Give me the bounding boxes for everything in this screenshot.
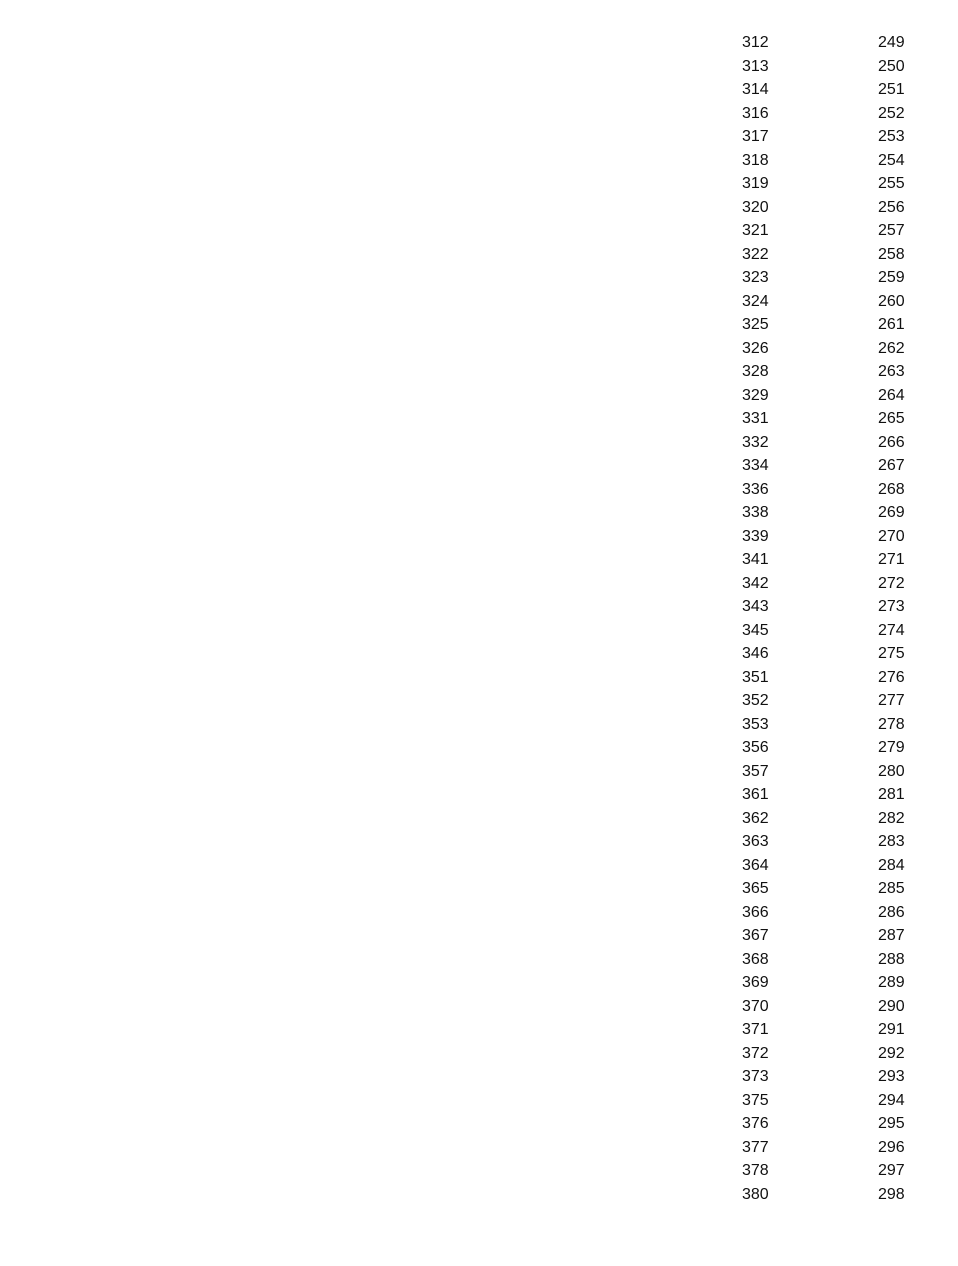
table-row — [700, 196, 930, 220]
cell-col-1: 331 — [742, 410, 769, 427]
cell-col-1: 357 — [742, 762, 769, 780]
cell-col-1: 369 — [742, 974, 769, 991]
cell-col-1: 373 — [742, 1068, 769, 1085]
table-row — [700, 360, 930, 384]
cell-col-2: 277 — [878, 692, 905, 709]
table-row — [700, 55, 930, 79]
cell-col-1: 352 — [742, 692, 769, 709]
cell-col-2: 252 — [878, 104, 905, 122]
cell-col-2: 268 — [878, 480, 905, 498]
table-row — [700, 1089, 930, 1113]
table-row — [700, 924, 930, 948]
cell-col-2: 256 — [878, 198, 905, 216]
cell-col-2: 284 — [878, 856, 905, 874]
cell-col-2: 249 — [878, 34, 905, 51]
cell-col-2: 273 — [878, 598, 905, 615]
cell-col-1: 342 — [742, 574, 769, 592]
table-row — [700, 572, 930, 596]
cell-col-2: 296 — [878, 1138, 905, 1156]
table-row — [700, 1065, 930, 1089]
cell-col-1: 346 — [742, 645, 769, 662]
cell-col-2: 257 — [878, 222, 905, 239]
cell-col-2: 290 — [878, 997, 905, 1015]
number-table — [700, 31, 930, 1206]
cell-col-2: 271 — [878, 551, 905, 568]
table-row — [700, 760, 930, 784]
cell-col-2: 250 — [878, 57, 905, 75]
cell-col-1: 361 — [742, 786, 769, 803]
table-row — [700, 102, 930, 126]
cell-col-2: 266 — [878, 433, 905, 451]
cell-col-1: 345 — [742, 621, 769, 639]
table-row — [700, 736, 930, 760]
table-row — [700, 501, 930, 525]
cell-col-1: 376 — [742, 1115, 769, 1132]
cell-col-1: 363 — [742, 833, 769, 850]
cell-col-1: 365 — [742, 880, 769, 897]
cell-col-2: 294 — [878, 1091, 905, 1109]
table-row — [700, 619, 930, 643]
table-row — [700, 595, 930, 619]
table-row — [700, 31, 930, 55]
cell-col-1: 362 — [742, 809, 769, 827]
cell-col-1: 313 — [742, 57, 769, 75]
table-row — [700, 125, 930, 149]
cell-col-2: 272 — [878, 574, 905, 592]
table-row — [700, 172, 930, 196]
cell-col-2: 253 — [878, 128, 905, 145]
cell-col-2: 297 — [878, 1162, 905, 1179]
cell-col-1: 338 — [742, 504, 769, 521]
cell-col-1: 371 — [742, 1021, 769, 1038]
table-row — [700, 219, 930, 243]
table-row — [700, 149, 930, 173]
cell-col-2: 288 — [878, 950, 905, 968]
table-row — [700, 877, 930, 901]
cell-col-1: 332 — [742, 433, 769, 451]
cell-col-2: 265 — [878, 410, 905, 427]
cell-col-2: 260 — [878, 292, 905, 310]
cell-col-1: 318 — [742, 151, 769, 169]
cell-col-2: 263 — [878, 363, 905, 380]
cell-col-1: 372 — [742, 1044, 769, 1062]
cell-col-1: 322 — [742, 245, 769, 263]
cell-col-2: 285 — [878, 880, 905, 897]
cell-col-2: 251 — [878, 81, 905, 98]
table-row — [700, 290, 930, 314]
table-row — [700, 525, 930, 549]
table-row — [700, 266, 930, 290]
cell-col-2: 269 — [878, 504, 905, 521]
cell-col-1: 334 — [742, 457, 769, 474]
table-row — [700, 1136, 930, 1160]
cell-col-2: 281 — [878, 786, 905, 803]
cell-col-1: 339 — [742, 527, 769, 545]
table-row — [700, 548, 930, 572]
cell-col-2: 279 — [878, 739, 905, 756]
cell-col-2: 287 — [878, 927, 905, 944]
cell-col-2: 283 — [878, 833, 905, 850]
cell-col-2: 276 — [878, 668, 905, 686]
cell-col-1: 336 — [742, 480, 769, 498]
cell-col-2: 282 — [878, 809, 905, 827]
cell-col-2: 262 — [878, 339, 905, 357]
cell-col-1: 366 — [742, 903, 769, 921]
table-row — [700, 948, 930, 972]
cell-col-2: 275 — [878, 645, 905, 662]
table-row — [700, 783, 930, 807]
cell-col-1: 341 — [742, 551, 769, 568]
cell-col-1: 353 — [742, 715, 769, 733]
table-row — [700, 713, 930, 737]
table-row — [700, 243, 930, 267]
table-row — [700, 642, 930, 666]
cell-col-1: 314 — [742, 81, 769, 98]
table-row — [700, 666, 930, 690]
cell-col-2: 274 — [878, 621, 905, 639]
cell-col-1: 320 — [742, 198, 769, 216]
cell-col-1: 356 — [742, 739, 769, 756]
cell-col-2: 278 — [878, 715, 905, 733]
table-row — [700, 478, 930, 502]
table-row — [700, 1159, 930, 1183]
table-row — [700, 995, 930, 1019]
cell-col-2: 286 — [878, 903, 905, 921]
cell-col-1: 370 — [742, 997, 769, 1015]
cell-col-2: 259 — [878, 269, 905, 286]
table-row — [700, 454, 930, 478]
cell-col-2: 258 — [878, 245, 905, 263]
cell-col-1: 324 — [742, 292, 769, 310]
cell-col-1: 368 — [742, 950, 769, 968]
table-row — [700, 1042, 930, 1066]
cell-col-1: 377 — [742, 1138, 769, 1156]
table-row — [700, 431, 930, 455]
table-row — [700, 1112, 930, 1136]
table-row — [700, 689, 930, 713]
cell-col-2: 261 — [878, 316, 905, 333]
cell-col-1: 319 — [742, 175, 769, 192]
table-row — [700, 807, 930, 831]
table-row — [700, 384, 930, 408]
cell-col-1: 351 — [742, 668, 769, 686]
cell-col-1: 380 — [742, 1185, 769, 1203]
cell-col-1: 312 — [742, 34, 769, 51]
cell-col-1: 329 — [742, 386, 769, 404]
cell-col-2: 291 — [878, 1021, 905, 1038]
table-row — [700, 1018, 930, 1042]
cell-col-2: 298 — [878, 1185, 905, 1203]
cell-col-1: 343 — [742, 598, 769, 615]
table-row — [700, 971, 930, 995]
cell-col-2: 254 — [878, 151, 905, 169]
cell-col-2: 280 — [878, 762, 905, 780]
cell-col-2: 293 — [878, 1068, 905, 1085]
cell-col-1: 316 — [742, 104, 769, 122]
cell-col-2: 295 — [878, 1115, 905, 1132]
cell-col-1: 375 — [742, 1091, 769, 1109]
cell-col-1: 364 — [742, 856, 769, 874]
cell-col-1: 323 — [742, 269, 769, 286]
cell-col-1: 367 — [742, 927, 769, 944]
cell-col-2: 270 — [878, 527, 905, 545]
table-row — [700, 1183, 930, 1207]
cell-col-1: 321 — [742, 222, 769, 239]
cell-col-1: 326 — [742, 339, 769, 357]
table-row — [700, 854, 930, 878]
cell-col-2: 292 — [878, 1044, 905, 1062]
cell-col-1: 325 — [742, 316, 769, 333]
cell-col-2: 289 — [878, 974, 905, 991]
cell-col-2: 264 — [878, 386, 905, 404]
cell-col-2: 267 — [878, 457, 905, 474]
table-row — [700, 78, 930, 102]
table-row — [700, 901, 930, 925]
table-row — [700, 313, 930, 337]
cell-col-1: 317 — [742, 128, 769, 145]
cell-col-1: 328 — [742, 363, 769, 380]
cell-col-2: 255 — [878, 175, 905, 192]
table-row — [700, 407, 930, 431]
table-row — [700, 337, 930, 361]
cell-col-1: 378 — [742, 1162, 769, 1179]
table-row — [700, 830, 930, 854]
